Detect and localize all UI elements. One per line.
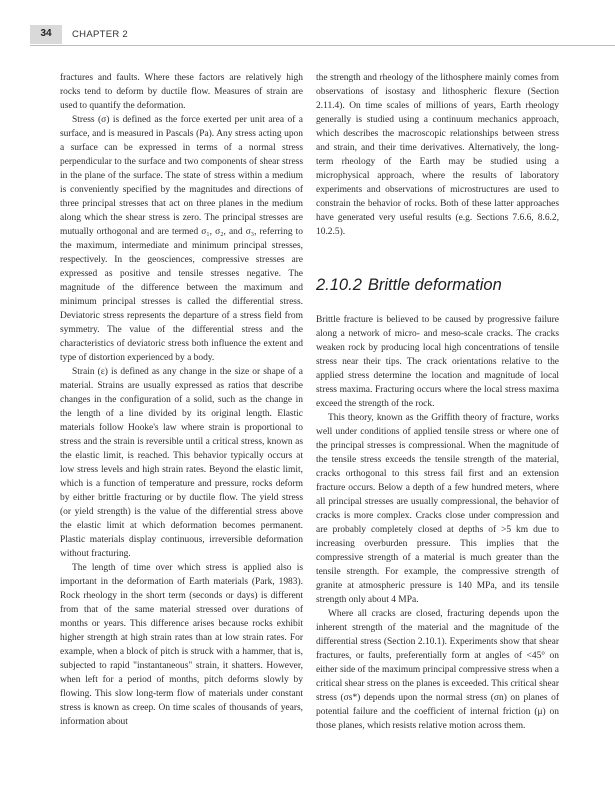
page-number-box xyxy=(30,25,62,44)
left-column xyxy=(60,71,303,729)
paragraph: This theory, known as the Griffith theory of fracture, works well under conditions of applied tensile stress or where one of the principal stresses is compressional. When the magnitude of the tensile stress exceeds the tensile strength of the material, cracks orthogonal to this stress fail first and an extension fracture occurs. Below a depth of a few hundred meters, where all principal stresses are usually compressional, the behavior of cracks is more complex. Cracks close under compression and are probably completely closed at depths of >5 km due to increasing overburden pressure. This implies that the compressive strength of a material is much greater than the tensile strength. For example, the compressive strength of granite at atmospheric pressure is 140 MPa, and its tensile strength only about 4 MPa. xyxy=(316,413,559,605)
right-column xyxy=(316,71,559,733)
paragraph: the strength and rheology of the lithosphere mainly comes from observations of isostasy and lithospheric flexure (Section 2.11.4). On time scales of millions of years, Earth rheology generally is studied using a continuum mechanics approach, which describes the macroscopic relationships between stress and strain, and their time derivatives. Alternatively, the long-term rheology of the Earth may be studied using a microphysical approach, where the results of laboratory experiments and observations of microstructures are used to constrain the behavior of rocks. Both of these latter approaches have generated very useful results (e.g. Sections 7.6.6, 8.6.2, 10.2.5). xyxy=(316,73,559,237)
page-number: 34 xyxy=(40,28,52,39)
paragraph: Strain (ε) is defined as any change in the size or shape of a material. Strains are usually expressed as ratios that describe changes in the configuration of a solid, such as the change in the length of a line divided by its original length. Elastic materials follow Hooke's law where strain is proportional to stress and the strain is reversible until a critical stress, known as the elastic limit, is reached. This behavior typically occurs at low stress levels and high strain rates. Beyond the elastic limit, which is a function of temperature and pressure, rocks deform by either brittle fracturing or by ductile flow. The yield stress (or yield strength) is the value of the differential stress above the elastic limit at which deformation becomes permanent. Plastic materials display continuous, irreversible deformation without fracturing. xyxy=(60,367,303,559)
paragraph: The length of time over which stress is applied also is important in the deformation of Earth materials (Park, 1983). Rock rheology in the short term (seconds or days) is different from that of the same material stressed over durations of months or years. This difference arises because rocks exhibit higher strength at high strain rates than at low strain rates. For example, when a block of pitch is struck with a hammer, that is, subjected to rapid "instantaneous" strain, it shatters. However, when left for a period of months, pitch deforms slowly by flowing. This slow long-term flow of materials under constant stress is known as creep. On time scales of thousands of years, information about xyxy=(60,563,303,727)
paragraph: Where all cracks are closed, fracturing depends upon the inherent strength of the material and the magnitude of the differential stress (Section 2.10.1). Experiments show that shear fractures, or faults, preferentially form at angles of <45° on either side of the maximum principal compressive stress when a critical shear stress on the planes is exceeded. This critical shear stress (σs*) depends upon the normal stress (σn) on planes of potential failure and the coefficient of internal friction (μ) on those planes, which resists relative motion across them. xyxy=(316,609,559,731)
chapter-label: CHAPTER 2 xyxy=(72,29,129,40)
paragraph: Stress (σ) is defined as the force exerted per unit area of a surface, and is measured in Pascals (Pa). Any stress acting upon a surface can be expressed in terms of a normal stress perpendicular to the surface and two components of shear stress in the plane of the surface. The state of stress within a medium is conveniently specified by the magnitudes and directions of three principal stresses that act on three planes in the medium along which the shear stress is zero. The principal stresses are mutually orthogonal and are termed σ₁, σ₂, and σ₃, referring to the maximum, intermediate and minimum principal stresses, respectively. In the geosciences, compressive stresses are expressed as positive and tensile stresses negative. The magnitude of the difference between the maximum and minimum principal stresses is called the differential stress. Deviatoric stress represents the departure of a stress field from symmetry. The value of the differential stress and the characteristics of deviatoric stress both influence the extent and type of distortion experienced by a body. xyxy=(60,115,303,363)
section-title: Brittle deformation xyxy=(367,276,502,294)
paragraph: fractures and faults. Where these factors are relatively high rocks tend to deform by ductile flow. Measures of strain are used to quantify the deformation. xyxy=(60,73,303,111)
paragraph: Brittle fracture is believed to be caused by progressive failure along a network of micro- and meso-scale cracks. The cracks weaken rock by producing local high concentrations of tensile stress near their tips. The crack orientations relative to the applied stress determine the location and magnitude of local stress maxima. Fracturing occurs where the local stress maxima exceed the strength of the rock. xyxy=(316,315,559,409)
header-rule xyxy=(30,45,615,46)
section-heading xyxy=(316,275,559,295)
page-header xyxy=(0,25,615,45)
section-number: 2.10.2 xyxy=(316,276,362,294)
